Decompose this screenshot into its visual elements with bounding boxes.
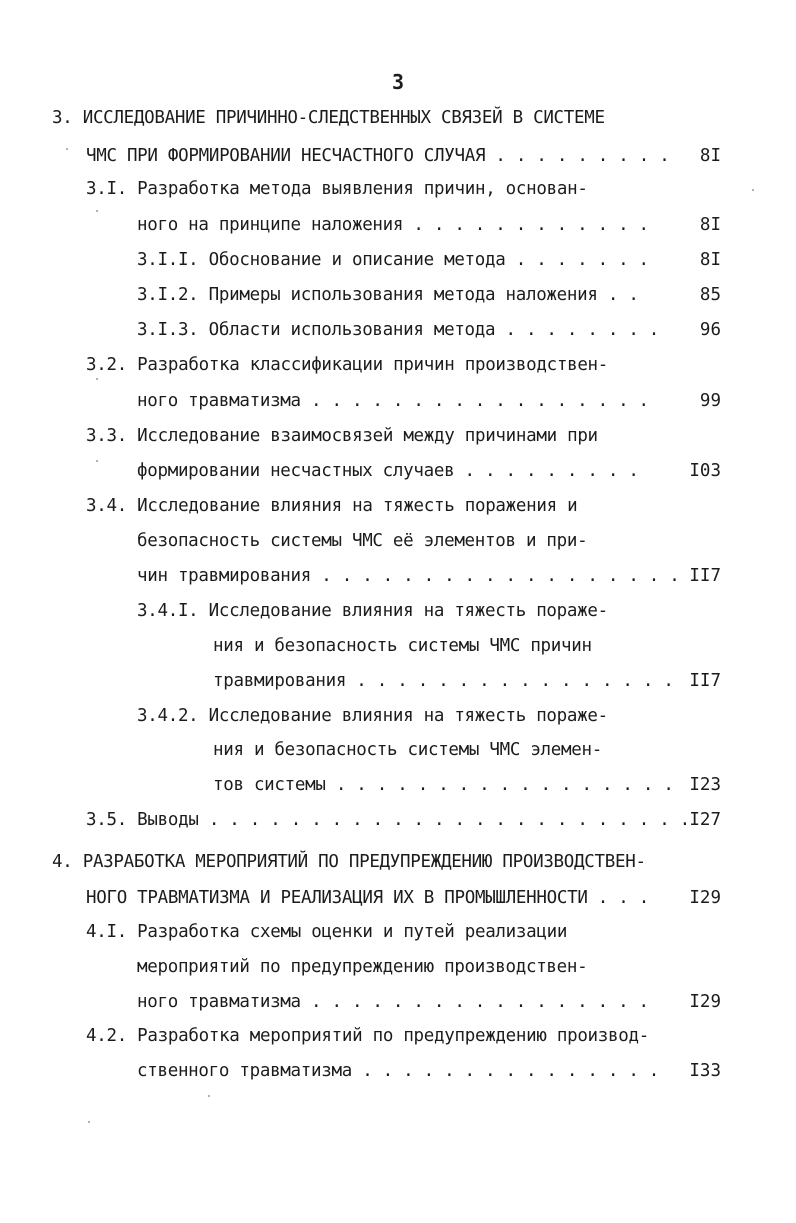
toc-line: ственного травматизма . . . . . . . . . . . . . . . (137, 1061, 660, 1081)
scan-speck (96, 378, 98, 380)
toc-page-number: I03 (689, 461, 721, 481)
toc-line: чин травмирования . . . . . . . . . . . . . . . . . . (137, 566, 680, 586)
toc-line: ния и безопасность системы ЧМС элемен- (213, 740, 602, 760)
toc-line: безопасность системы ЧМС её элементов и при- (137, 531, 588, 551)
page-number: 3 (392, 70, 405, 94)
toc-line: ного травматизма . . . . . . . . . . . . . . . . . (137, 992, 649, 1012)
toc-page-number: II7 (689, 566, 721, 586)
toc-page-number: 85 (699, 285, 721, 305)
toc-page-number: 8I (699, 146, 721, 166)
toc-line: ного на принципе наложения . . . . . . . . . . . . (137, 215, 649, 235)
toc-page-number: II7 (689, 671, 721, 691)
scan-speck (752, 189, 754, 191)
toc-page-number: I33 (689, 1061, 721, 1081)
toc-line: 3.I.3. Области использования метода . . . . . . . . (137, 320, 660, 340)
toc-page-number: 99 (699, 391, 721, 411)
scan-speck (66, 148, 68, 150)
toc-line: 3.2. Разработка классификации причин производствен- (86, 355, 609, 375)
toc-line: 3.I.I. Обоснование и описание метода . . . . . . . (137, 250, 649, 270)
scan-speck (88, 1121, 90, 1123)
toc-line: 3.5. Выводы . . . . . . . . . . . . . . . . . . . . . . . . (86, 810, 690, 830)
scan-speck (96, 210, 98, 212)
toc-page-number: I27 (689, 810, 721, 830)
toc-line: 3.I. Разработка метода выявления причин, основан- (86, 179, 588, 199)
toc-line: 3.4.2. Исследование влияния на тяжесть пораже- (137, 706, 608, 726)
toc-line: 4.I. Разработка схемы оценки и путей реализации (86, 922, 568, 942)
toc-line: формировании несчастных случаев . . . . . . . . . (137, 461, 639, 481)
toc-line: 3.4. Исследование влияния на тяжесть поражения и (86, 496, 578, 516)
toc-page-number: I29 (689, 888, 721, 908)
toc-line: ния и безопасность системы ЧМС причин (213, 636, 592, 656)
toc-line: 4.2. Разработка мероприятий по предупреждению производ- (86, 1026, 649, 1046)
toc-page-number: 8I (699, 215, 721, 235)
toc-line: мероприятий по предупреждению производствен- (137, 957, 588, 977)
toc-line: НОГО ТРАВМАТИЗМА И РЕАЛИЗАЦИЯ ИХ В ПРОМЫШЛЕННОСТИ . . . (86, 888, 649, 908)
toc-line: ного травматизма . . . . . . . . . . . . . . . . . (137, 391, 649, 411)
toc-line: травмирования . . . . . . . . . . . . . . . . (213, 671, 674, 691)
toc-page-number: I23 (689, 775, 721, 795)
toc-line: ЧМС ПРИ ФОРМИРОВАНИИ НЕСЧАСТНОГО СЛУЧАЯ . . . . . . . . . (86, 146, 670, 166)
toc-line: 3.I.2. Примеры использования метода наложения . . (137, 285, 639, 305)
toc-page-number: I29 (689, 992, 721, 1012)
toc-page-number: 8I (699, 250, 721, 270)
scan-speck (208, 1095, 210, 1097)
toc-line: 3.3. Исследование взаимосвязей между причинами при (86, 426, 598, 446)
toc-line: 3. ИССЛЕДОВАНИЕ ПРИЧИННО-СЛЕДСТВЕННЫХ СВЯЗЕЙ В СИСТЕМЕ (52, 108, 605, 128)
toc-line: 3.4.I. Исследование влияния на тяжесть пораже- (137, 601, 608, 621)
toc-line: тов системы . . . . . . . . . . . . . . . . . (213, 775, 674, 795)
toc-page-number: 96 (699, 320, 721, 340)
scan-speck (96, 460, 98, 462)
toc-line: 4. РАЗРАБОТКА МЕРОПРИЯТИЙ ПО ПРЕДУПРЕЖДЕНИЮ ПРОИЗВОДСТВЕН- (52, 852, 646, 872)
